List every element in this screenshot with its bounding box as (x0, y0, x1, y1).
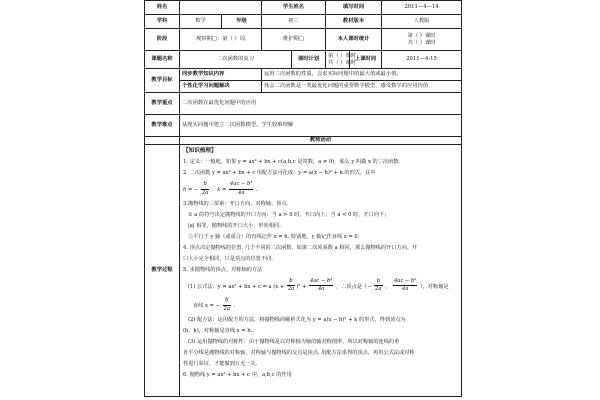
activity-header: 教师活动 (180, 137, 462, 145)
difficulties-value: 从现实问题中建立二次函数模型，学生较难理解 (180, 115, 462, 137)
item-5-2b: (h，k)，对称轴是直线 x = h. (183, 328, 253, 335)
textbook-label: 教材版本 (326, 15, 382, 29)
item-6: 6. 抛物线 y = ax² + bx + c 中，a,b,c 的作用 (183, 372, 292, 379)
lesson-plan-sheet (144, 0, 461, 400)
item-4b: 口大小完全相同，只是顶点的位置不同. (183, 255, 273, 262)
row-subject (145, 15, 462, 29)
item-2b-h: h = − (183, 186, 199, 193)
item-2b-h-frac: $\frac{b}{2a}$ (202, 180, 209, 196)
grade-label: 年级 (222, 15, 262, 29)
item-5-1: (1) 公式法：y = ax² + bx + c = a (x + $\frac{b}{2a}$ )² + $\frac{\text{4ac − b²}}{4a}$ ，∴顶点是（− $\frac{b}{2a}$ ， $\frac{\text{4ac − b²}}{4a}$ ），对称轴是 (188, 277, 449, 293)
item-2b: h = − $\frac{b}{2a}$ ，k = $\frac{\text{4ac − b²}}{4a}$ . (183, 180, 258, 196)
sync-content-value: 运用二次函数的性质，会求实际问题中的最大值或最小值。 (262, 69, 462, 81)
lesson-stats-label: 本人课时统计 (326, 29, 382, 51)
row-difficulties (145, 115, 462, 137)
observation-period[interactable]: 观察期□：第（ ）周 (180, 29, 262, 51)
section-title: 【知识梳理】 (183, 148, 217, 154)
item-1: 1. 定义：一般地，如果 y = ax² + bx + c(a,b,c 是常数，a ≠ 0)，那么 y 叫做 x 的二次函数. (183, 158, 401, 165)
personal-learning-label: 个性化学习问题解决 (180, 81, 262, 93)
difficulties-label: 教学难点 (145, 115, 180, 137)
maintenance-period[interactable]: 维护期□ (262, 29, 326, 51)
item-5: 5. 求抛物线的顶点、对称轴的方法 (183, 266, 263, 273)
item-5-3c: 性进行验证，才能做到万无一失. (183, 361, 258, 368)
textbook-value: 人教版 (382, 15, 462, 29)
row-topic (145, 51, 462, 69)
plan-value (326, 51, 357, 69)
item-2b-k-frac: $\frac{\text{4ac − b²}}{4a}$ (230, 180, 253, 196)
topic-label: 课题名称 (145, 51, 180, 69)
plan-label: 课时计划 (292, 51, 326, 69)
key-points-label: 教学重点 (145, 93, 180, 115)
personal-learning-value: 体会二次函数是一类最优化问题的重要数学模型，感受数学的应用价值 (262, 81, 462, 93)
item-2b-k: ，k = (212, 186, 227, 193)
process-content (180, 145, 462, 397)
item-3: 3.抛物线的三要素：开口方向、对称轴、顶点. (183, 200, 289, 207)
row-activity-header (145, 137, 462, 145)
row-key-points (145, 93, 462, 115)
activity-header-blank (145, 137, 180, 145)
student-name-label: 学生姓名 (262, 1, 326, 15)
last-time-label: 上课时间 (350, 51, 382, 69)
last-time-value: 2011—4-15 (382, 51, 462, 69)
row-goals-personal (145, 81, 462, 93)
item-5-3a: (3) 运用抛物线的对称性：由于抛物线是以对称轴为轴的轴对称图形，所以对称轴的连线的垂 (188, 339, 400, 346)
plan-line1: 第（ ）课时 (328, 52, 357, 59)
fill-time-value: 2011—4—14 (382, 1, 462, 15)
item-2a: 2. 二次函数 y = ax² + bx + c 用配方法可化成：y = a(x − h)² + k 的形式，其中 (183, 169, 376, 176)
key-points-value: 二次函数在最优化问题中的应用 (180, 93, 462, 115)
row-goals-sync (145, 69, 462, 81)
lesson-plan-table (144, 0, 462, 397)
item-3-2: ②平行于 y 轴（或重合）的直线记作 x = h. 特别地，y 轴记作直线 x = 0. (188, 233, 360, 240)
subject-label: 学科 (145, 15, 180, 29)
item-3-1b: |a| 相等，抛物线的开口大小、形状相同. (188, 222, 281, 229)
lesson-stats-line1: 第（ ）课时 (407, 32, 436, 39)
process-label: 教学过程 (145, 145, 180, 397)
plan-line2: 共（ ）课时 (328, 59, 357, 66)
lesson-stats-value (382, 29, 462, 51)
item-4a: 4. 顶点决定抛物线的位置. 几个不同的二次函数，如果二次项系数 a 相同，那么抛物线的开口方向、开 (183, 244, 418, 251)
subject-value: 数学 (180, 15, 222, 29)
name-field[interactable] (180, 1, 262, 15)
item-5-2a: (2) 配方法：运用配方的方法，将抛物线的解析式化为 y = a(x − h)² + k 的形式，得到顶点为 (188, 317, 406, 324)
grade-value: 初三 (262, 15, 326, 29)
name-label: 姓名 (145, 1, 180, 15)
row-name (145, 1, 462, 15)
row-process (145, 145, 462, 397)
item-3-1: ① a 的符号决定抛物线的开口方向：当 a > 0 时，开口向上；当 a < 0 时，开口向下； (188, 211, 390, 218)
topic-value: 二次函数的复习 (180, 51, 292, 69)
sync-content-label: 同步教学知识内容 (180, 69, 262, 81)
fill-time-label: 填写时间 (326, 1, 382, 15)
stage-label: 阶段 (145, 29, 180, 51)
row-stage (145, 29, 462, 51)
item-5-axis: 直线 x = − $\frac{b}{2a}$ . (193, 297, 236, 313)
goals-label: 教学目标 (145, 69, 180, 93)
item-5-3b: 直平分线是抛物线的对称轴，对称轴与抛物线的交点是顶点. 用配方法求得的顶点，再用公式法或对称 (183, 350, 415, 357)
lesson-stats-line2: 共（ ）课时 (407, 39, 436, 46)
